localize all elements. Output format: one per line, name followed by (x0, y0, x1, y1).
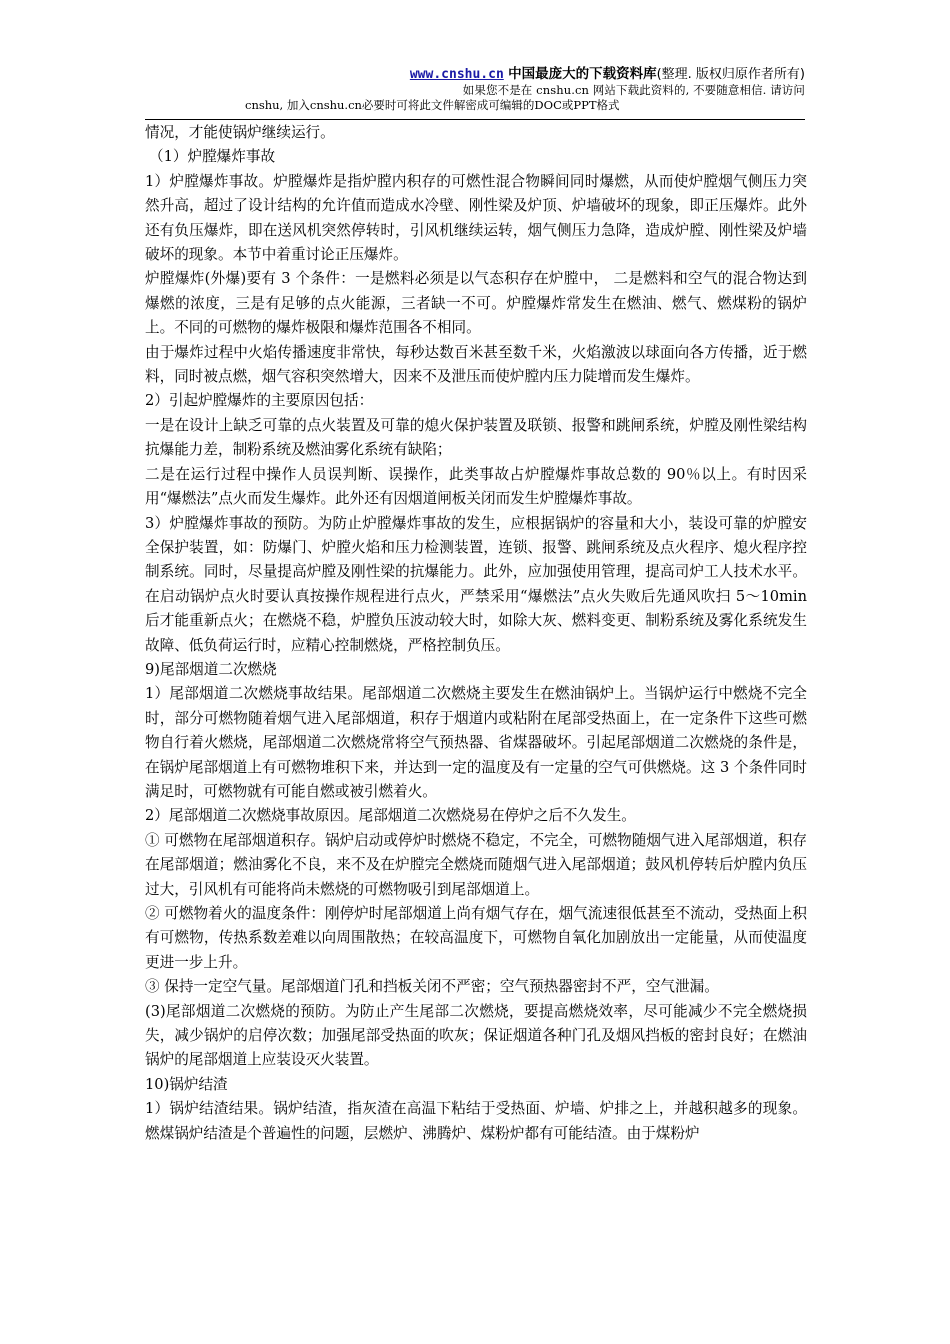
site-link[interactable]: www.cnshu.cn (409, 67, 504, 82)
site-title: 中国最庞大的下载资料库 (508, 66, 657, 82)
paragraph: 炉膛爆炸(外爆)要有 3 个条件：一是燃料必须是以气态积存在炉膛中， 二是燃料和空气的混合物达到爆燃的浓度，三是有足够的点火能源，三者缺一不可。炉膛爆炸常发生在燃油、燃气、燃煤粉的锅炉上。不同的可燃物的爆炸极限和爆炸范围各不相同。 (145, 270, 807, 337)
page-header (245, 66, 805, 113)
paragraph: 2）引起炉膛爆炸的主要原因包括： (145, 392, 374, 410)
header-notice-line-2: cnshu, 加入cnshu.cn必要时可将此文件解密成可编辑的DOC或PPT格式 (245, 98, 620, 112)
section-heading: 10)锅炉结渣 (145, 1075, 228, 1093)
paragraph: (3)尾部烟道二次燃烧的预防。为防止产生尾部二次燃烧，要提高燃烧效率，尽可能减少不完全燃烧损失，减少锅炉的启停次数；加强尾部受热面的吹灰；保证烟道各种门孔及烟风挡板的密封良好；在燃油锅炉的尾部烟道上应装设灭火装置。 (145, 1002, 807, 1069)
site-note: (整理. 版权归原作者所有) (656, 67, 805, 82)
paragraph: 由于爆炸过程中火焰传播速度非常快，每秒达数百米甚至数千米，火焰激波以球面向各方传播，近于燃料，同时被点燃，烟气容积突然增大，因来不及泄压而使炉膛内压力陡增而发生爆炸。 (145, 343, 807, 386)
header-notice-line-1: 如果您不是在 cnshu.cn 网站下载此资料的, 不要随意相信. 请访问 (462, 83, 805, 97)
paragraph: 1）尾部烟道二次燃烧事故结果。尾部烟道二次燃烧主要发生在燃油锅炉上。当锅炉运行中燃烧不完全时，部分可燃物随着烟气进入尾部烟道，积存于烟道内或粘附在尾部受热面上，在一定条件下这些可燃物自行着火燃烧，尾部烟道二次燃烧常将空气预热器、省煤器破坏。引起尾部烟道二次燃烧的条件是，在锅炉尾部烟道上有可燃物堆积下来，并达到一定的温度及有一定量的空气可供燃烧。这 3 个条件同时满足时，可燃物就有可能自燃或被引燃着火。 (145, 685, 807, 800)
paragraph: 二是在运行过程中操作人员误判断、误操作，此类事故占炉膛爆炸事故总数的 90％以上。有时因采用“爆燃法”点火而发生爆炸。此外还有因烟道闸板关闭而发生炉膛爆炸事故。 (145, 465, 807, 508)
paragraph: 情况，才能使锅炉继续运行。 (145, 124, 335, 141)
paragraph: 1）炉膛爆炸事故。炉膛爆炸是指炉膛内积存的可燃性混合物瞬间同时爆燃，从而使炉膛烟气侧压力突然升高，超过了设计结构的允许值而造成水冷壁、刚性梁及炉顶、炉墙破坏的现象，即正压爆炸。此外还有负压爆炸，即在送风机突然停转时，引风机继续运转，烟气侧压力急降，造成炉膛、刚性梁及炉墙破坏的现象。本节中着重讨论正压爆炸。 (145, 172, 807, 264)
paragraph: ③ 保持一定空气量。尾部烟道门孔和挡板关闭不严密；空气预热器密封不严，空气泄漏。 (145, 978, 719, 996)
paragraph: ② 可燃物着火的温度条件：刚停炉时尾部烟道上尚有烟气存在，烟气流速很低甚至不流动，受热面上积有可燃物，传热系数差难以向周围散热；在较高温度下，可燃物自氧化加剧放出一定能量，从而使温度更进一步上升。 (145, 905, 807, 971)
paragraph: 3）炉膛爆炸事故的预防。为防止炉膛爆炸事故的发生，应根据锅炉的容量和大小，装设可靠的炉膛安全保护装置，如：防爆门、炉膛火焰和压力检测装置，连锁、报警、跳闸系统及点火程序、熄火程序控制系统。同时，尽量提高炉膛及刚性梁的抗爆能力。此外，应加强使用管理，提高司炉工人技术水平。在启动锅炉点火时要认真按操作规程进行点火，严禁采用“爆燃法”点火失败后先通风吹扫 5～10min 后才能重新点火；在燃烧不稳，炉膛负压波动较大时，如除大灰、燃料变更、制粉系统及雾化系统发生故障、低负荷运行时，应精心控制燃烧，严格控制负压。 (145, 514, 807, 654)
section-heading: 9)尾部烟道二次燃烧 (145, 660, 277, 678)
header-divider (145, 119, 805, 120)
paragraph: 1）锅炉结渣结果。锅炉结渣，指灰渣在高温下粘结于受热面、炉墙、炉排之上，并越积越多的现象。燃煤锅炉结渣是个普遍性的问题，层燃炉、沸腾炉、煤粉炉都有可能结渣。由于煤粉炉 (145, 1100, 807, 1142)
paragraph: 2）尾部烟道二次燃烧事故原因。尾部烟道二次燃烧易在停炉之后不久发生。 (145, 807, 636, 825)
paragraph: 一是在设计上缺乏可靠的点火装置及可靠的熄火保护装置及联锁、报警和跳闸系统，炉膛及刚性梁结构抗爆能力差，制粉系统及燃油雾化系统有缺陷； (145, 416, 807, 459)
paragraph: ① 可燃物在尾部烟道积存。锅炉启动或停炉时燃烧不稳定，不完全，可燃物随烟气进入尾部烟道，积存在尾部烟道；燃油雾化不良，来不及在炉膛完全燃烧而随烟气进入尾部烟道；鼓风机停转后炉膛内负压过大，引风机有可能将尚未燃烧的可燃物吸引到尾部烟道上。 (145, 831, 807, 898)
section-heading: （1）炉膛爆炸事故 (149, 148, 276, 166)
document-body (145, 121, 807, 1146)
header-title-line (245, 66, 805, 83)
